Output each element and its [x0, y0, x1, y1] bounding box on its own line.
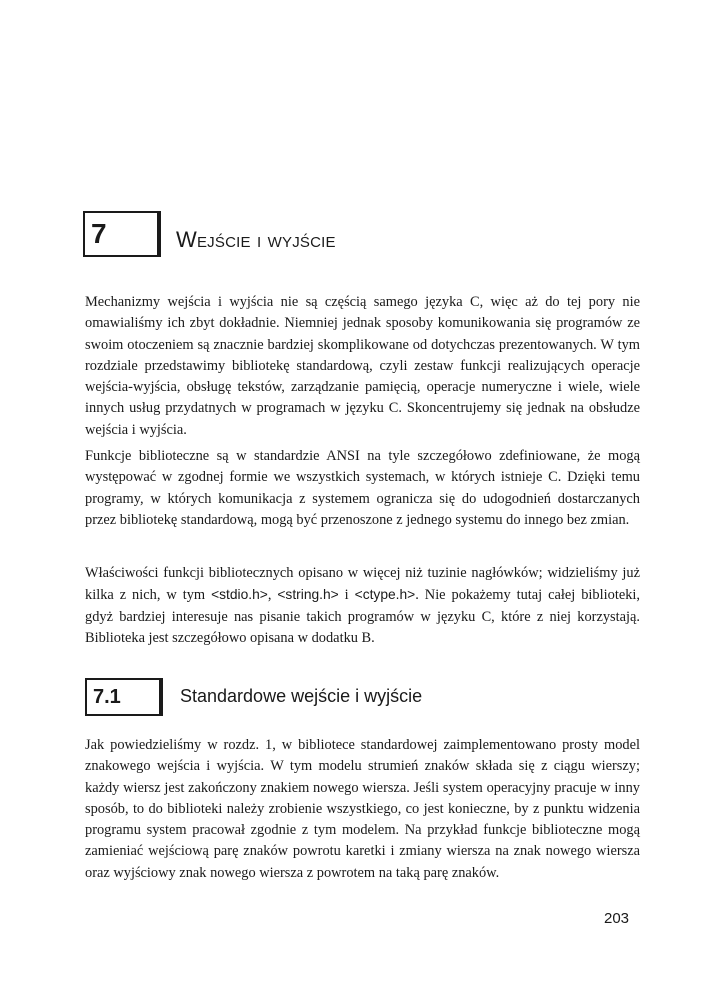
header-stdio: <stdio.h> [211, 587, 268, 603]
header-string: <string.h> [277, 587, 339, 603]
section-paragraph-1: Jak powiedzieliśmy w rozdz. 1, w bibliotece standardowej zaimplementowano prosty model znakowego wejścia i wyjścia. W tym modelu strumień znaków składa się z ciągu wierszy; każdy wiersz jest zakończony znakiem nowego wiersza. Jeśli system operacyjny pracuje w inny sposób, to do biblioteki należy zrobienie wszystkiego, co jest konieczne, by z punktu widzenia programu system pracował zgodnie z tym modelem. Na przykład funkcje biblioteczne mogą zamieniać wejściową parę znaków powrotu karetki i zmiany wiersza na znak nowego wiersza oraz wyjściowy znak nowego wiersza z powrotem na taką parę znaków. [85, 737, 640, 881]
separator: , [267, 587, 278, 604]
header-ctype: <ctype.h> [354, 587, 416, 603]
chapter-number: 7 [91, 218, 107, 249]
section-title: Standardowe wejście i wyjście [180, 686, 423, 706]
chapter-number-box [83, 211, 161, 257]
separator: i [338, 587, 355, 604]
paragraph-text: Właściwości funkcji bibliotecznych opisano w więcej niż tuzinie nagłówków; widzieliśmy już kilka z nich, w tym [85, 565, 640, 604]
section-number: 7.1 [93, 686, 121, 708]
intro-paragraph-2: Funkcje biblioteczne są w standardzie ANSI na tyle szczegółowo zdefiniowane, że mogą występować w zgodnej formie we wszystkich systemach, w których istnieje C. Dzięki temu programy, w których komunikacja z systemem ogranicza się do udogodnień dostarczanych przez bibliotekę standardową, mogą być przenoszone z jednego systemu do innego bez zmian. [85, 448, 640, 528]
page-number: 203 [604, 910, 630, 927]
section-number-box [85, 678, 163, 716]
paragraph-text: . Nie pokażemy tutaj całej biblioteki, gdyż bardziej interesuje nas pisanie takich programów w języku C, które z niej korzystają. Biblioteka jest szczegółowo opisana w dodatku B. [85, 587, 640, 646]
chapter-title: Wejście i wyjście [176, 227, 336, 252]
intro-paragraph-3 [85, 563, 640, 649]
intro-paragraph-1: Mechanizmy wejścia i wyjścia nie są częścią samego języka C, więc aż do tej pory nie omawialiśmy ich zbyt dokładnie. Niemniej jednak sposoby komunikowania się programów ze swoim otoczeniem są znacznie bardziej skomplikowane od dotychczas prezentowanych. W tym rozdziale przedstawimy bibliotekę standardową, czyli zestaw funkcji realizujących operacje wejścia-wyjścia, obsługę tekstów, zarządzanie pamięcią, operacje numeryczne i wiele, wiele innych usług przydatnych w programach w języku C. Skoncentrujemy się jednak na obsłudze wejścia i wyjścia. [85, 294, 640, 438]
